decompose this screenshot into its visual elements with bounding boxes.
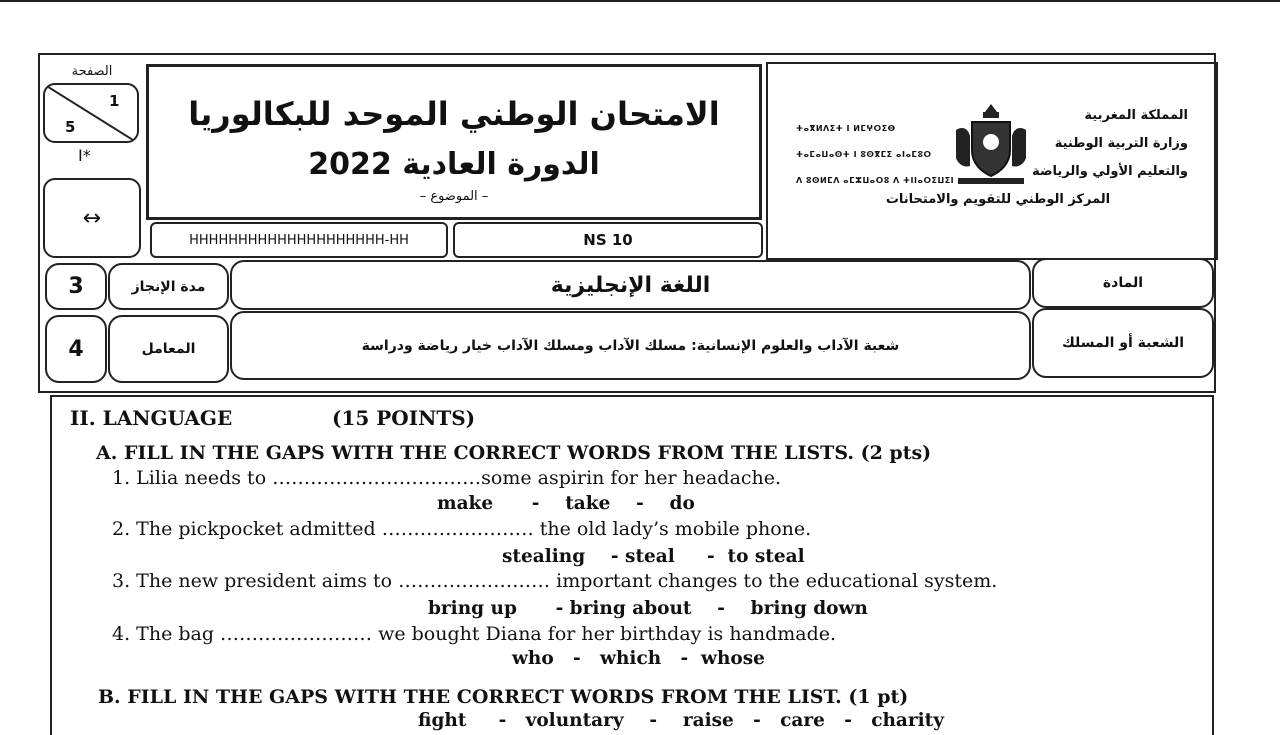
question-4: 4. The bag …………………… we bought Diana for her birthday is handmade.: [112, 623, 837, 645]
options-1: make - take - do: [437, 493, 695, 514]
question-1: 1. Lilia needs to ……………………………some aspirin for her headache.: [112, 467, 782, 489]
coefficient-label: المعامل: [108, 315, 229, 383]
nav-box: [43, 178, 141, 258]
ministry-line-3: والتعليم الأولي والرياضة: [1032, 164, 1188, 179]
coefficient-value: 4: [45, 315, 107, 383]
part-b-title: B. FILL IN THE GAPS WITH THE CORRECT WORDS FROM THE LIST. (1 pt): [98, 686, 909, 708]
ministry-tifinagh-1: ⵜⴰⴳⵍⴷⵉⵜ ⵏ ⵍⵎⵖⵔⵉⴱ: [796, 124, 896, 133]
options-4: who - which - whose: [512, 648, 765, 669]
page-current: 1: [109, 92, 120, 110]
page-mark: I*: [78, 146, 91, 165]
ministry-line-2: وزارة التربية الوطنية: [1054, 136, 1188, 151]
ministry-tifinagh-2: ⵜⴰⵎⴰⵡⴰⵙⵜ ⵏ ⵓⵙⴳⵎⵉ ⴰⵏⴰⵎⵓⵔ: [796, 150, 932, 159]
section-points: (15 POINTS): [332, 406, 476, 430]
arrows-icon: ↔: [82, 205, 102, 231]
question-2: 2. The pickpocket admitted …………………… the old lady’s mobile phone.: [112, 518, 812, 540]
branch-label: الشعبة أو المسلك: [1032, 308, 1214, 378]
options-3: bring up - bring about - bring down: [428, 598, 868, 619]
top-border-line: [0, 0, 1280, 2]
page-total: 5: [65, 118, 76, 136]
page-diagonal: [45, 85, 139, 143]
question-3: 3. The new president aims to …………………… important changes to the educational system.: [112, 570, 998, 592]
part-a-title: A. FILL IN THE GAPS WITH THE CORRECT WORDS FROM THE LISTS. (2 pts): [96, 442, 932, 464]
ministry-line-1: المملكة المغربية: [1084, 108, 1188, 123]
page-indicator: [43, 83, 139, 143]
duration-value: 3: [45, 263, 107, 310]
ministry-header: [766, 62, 1218, 260]
exam-subject-label: – الموضوع –: [419, 189, 489, 204]
subject-label: المادة: [1032, 258, 1214, 308]
exam-session: الدورة العادية 2022: [308, 147, 600, 182]
ministry-center: المركز الوطني للتقويم والامتحانات: [885, 192, 1111, 207]
ministry-tifinagh-3: ⴷ ⵓⵙⵍⵎⴷ ⴰⵎⵣⵡⴰⵔⵓ ⴷ ⵜⵏⵏⴰⵔⵉⵡⵉⵏ: [796, 176, 955, 185]
part-b-options: fight - voluntary - raise - care - charity: [418, 710, 944, 731]
exam-title-box: [146, 64, 762, 220]
page-label: الصفحة: [71, 64, 113, 79]
subject-value: اللغة الإنجليزية: [230, 260, 1031, 310]
options-2: stealing - steal - to steal: [502, 546, 805, 567]
exam-title: الامتحان الوطني الموحد للبكالوريا: [188, 95, 720, 133]
exam-code-right: NS 10: [453, 222, 763, 258]
branch-value: شعبة الآداب والعلوم الإنسانية: مسلك الآداب ومسلك الآداب خيار رياضة ودراسة: [230, 311, 1031, 380]
duration-label: مدة الإنجاز: [108, 263, 229, 310]
section-title: II. LANGUAGE: [70, 406, 233, 430]
coat-of-arms-icon: [950, 100, 1032, 196]
exam-code-left: HHHHHHHHHHHHHHHHHHHH-HH: [150, 222, 448, 258]
